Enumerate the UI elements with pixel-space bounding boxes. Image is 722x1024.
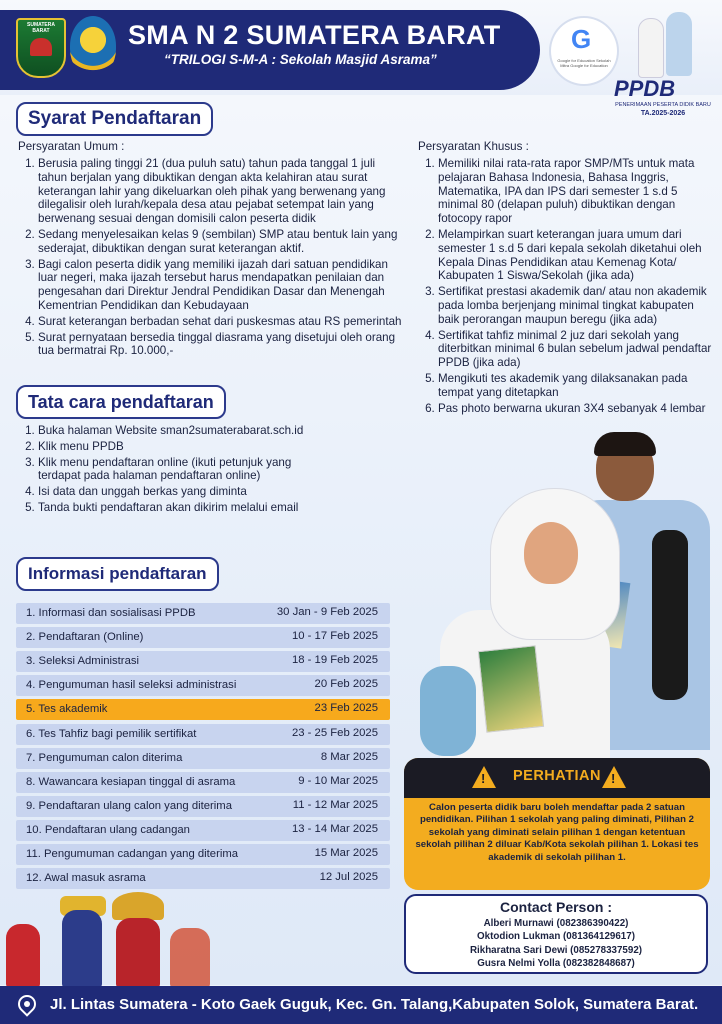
registration-step: 2. Klik menu PPDB xyxy=(38,440,318,454)
khusus-requirement: 3. Sertifikat prestasi akademik dan/ atau non akademik pada lomba berjenjang minimal tingkat kabupaten baik perorangan maupun beregu (jika ada) xyxy=(438,285,716,326)
schedule-label: 9. Pendaftaran ulang calon yang diterima xyxy=(26,799,232,812)
umum-requirement: 4. Surat keterangan berbadan sehat dari puskesmas atau RS pemerintah xyxy=(38,315,403,329)
umum-requirement: 3. Bagi calon peserta didik yang memiliki ijazah dari satuan pendidikan luar negeri, maka ijazah tersebut harus mendapatkan penilaian dan pengesahan dari Direktur Jendral Pendidikan Dasar dan Menengah Kementrian Pendidikan dan Kebudayaan xyxy=(38,258,403,313)
schedule-row xyxy=(16,772,390,793)
schedule-date: 15 Mar 2025 xyxy=(314,847,378,859)
contact-list xyxy=(406,917,706,971)
schedule-row xyxy=(16,603,390,624)
ppdb-student-boy xyxy=(666,12,692,76)
contact-person: Gusra Nelmi Yolla (082382848687) xyxy=(477,958,635,970)
registration-step: 1. Buka halaman Website sman2sumaterabarat.sch.id xyxy=(38,424,318,438)
google-badge-text: Google for Education Sekolah Mitra Google for Education xyxy=(557,58,611,68)
student-girl-face xyxy=(524,522,578,584)
schedule-row xyxy=(16,844,390,865)
umum-heading: Persyaratan Umum : xyxy=(18,140,125,153)
footer xyxy=(0,986,722,1024)
school-tagline: “TRILOGI S-M-A : Sekolah Masjid Asrama” xyxy=(164,52,437,67)
registration-step: 4. Isi data dan unggah berkas yang diminta xyxy=(38,485,318,499)
student-boy-hair xyxy=(594,432,656,456)
schedule-date: 23 - 25 Feb 2025 xyxy=(291,726,378,739)
student-girl-sleeve xyxy=(420,666,476,756)
umum-requirement: 1. Berusia paling tinggi 21 (dua puluh satu) tahun pada tanggal 1 juli tahun berjalan yang dibuktikan dengan akta kelahiran atau surat keterangan lahir yang dikeluarkan oleh pihak yang berwenang yang dilegalisir oleh lurah/kepala desa atau pejabat setempat lain yang berwenang sesuai dengan domisili calon peserta didik xyxy=(38,157,403,226)
tata-title: Tata cara pendaftaran xyxy=(16,385,226,419)
schedule-label: 2. Pendaftaran (Online) xyxy=(26,631,144,644)
schedule-date: 23 Feb 2025 xyxy=(314,702,378,715)
khusus-requirement: 2. Melampirkan suart keterangan juara umum dari semester 1 s.d 5 dari kepala sekolah diketahui oleh Kepala Dinas Pendidikan atau Kemenag Kota/ Kabupaten 1 Siswa/Sekolah (jika ada) xyxy=(438,228,716,283)
warning-icon: ! xyxy=(602,766,626,788)
schedule-row xyxy=(16,868,390,889)
khusus-requirement: 6. Pas photo berwarna ukuran 3X4 sebanyak 4 lembar xyxy=(438,402,716,416)
rumah-gadang-icon xyxy=(30,38,52,56)
schedule-date: 11 - 12 Mar 2025 xyxy=(292,798,378,811)
contact-person: Alberi Murnawi (082386390422) xyxy=(483,918,629,929)
khusus-requirement: 4. Sertifikat tahfiz minimal 2 juz dari sekolah yang diterbitkan minimal 6 bulan sebelum jadwal pendaftar PPDB (jika ada) xyxy=(438,329,716,370)
contact-person: Oktodion Lukman (081364129617) xyxy=(477,931,635,943)
ppdb-student-girl xyxy=(638,18,664,78)
khusus-requirement: 1. Memiliki nilai rata-rata rapor SMP/MTs untuk mata pelajaran Bahasa Indonesia, Bahasa Inggris, Matematika, IPA dan IPS dari semester 1 s.d 5 minimal 80 (delapan puluh) dibuktikan dengan fotocopy rapor xyxy=(438,157,716,226)
ppdb-subtitle: PENERIMAAN PESERTA DIDIK BARU xyxy=(615,102,711,108)
registration-step: 3. Klik menu pendaftaran online (ikuti petunjuk yang terdapat pada halaman pendaftaran online) xyxy=(38,456,318,484)
schedule-label: 1. Informasi dan sosialisasi PPDB xyxy=(26,607,196,619)
ppdb-students-image xyxy=(630,10,702,80)
umum-list xyxy=(18,157,403,360)
registration-step: 5. Tanda bukti pendaftaran akan dikirim melalui email xyxy=(38,501,318,515)
schedule-row xyxy=(16,651,390,672)
schedule-date: 8 Mar 2025 xyxy=(320,750,378,763)
perhatian-body: Calon peserta didik baru boleh mendaftar pada 2 satuan pendidikan. Pilihan 1 sekolah yang paling diminati, Pilihan 2 sekolah yang diminati selain pilihan 1 dengan ketentuan sekolah pilihan 2 diluar Kab/Kota sekolah pilihan 1. Lokasi tes akademik di sekolah pilihan 1. xyxy=(415,802,699,863)
contact-person: Rikharatna Sari Dewi (085278337592) xyxy=(469,944,643,956)
schedule-row xyxy=(16,699,390,720)
schedule-label: 11. Pengumuman cadangan yang diterima xyxy=(26,848,239,860)
contact-box xyxy=(404,894,708,974)
dancer xyxy=(6,924,40,988)
syarat-title: Syarat Pendaftaran xyxy=(16,102,213,136)
contact-title: Contact Person : xyxy=(499,899,612,915)
google-education-badge xyxy=(551,18,617,84)
schedule-label: 6. Tes Tahfiz bagi pemilik sertifikat xyxy=(26,727,197,740)
google-g-icon: G xyxy=(571,24,592,54)
province-logo xyxy=(16,18,66,78)
ppdb-year: TA.2025-2026 xyxy=(640,110,686,117)
schedule-row xyxy=(16,796,390,817)
schedule-label: 10. Pendaftaran ulang cadangan xyxy=(26,823,190,836)
schedule-row xyxy=(16,675,390,696)
umum-requirement: 2. Sedang menyelesaikan kelas 9 (sembilan) SMP atau bentuk lain yang sederajat, dibuktikan dengan surat keterangan aktif. xyxy=(38,228,403,256)
traditional-dancers-image xyxy=(0,888,240,988)
location-pin-icon xyxy=(14,991,39,1016)
students-photo xyxy=(420,430,722,760)
umum-requirement: 5. Surat pernyataan bersedia tinggal diasrama yang disetujui oleh orang tua bermatrai Rp. 10.000,- xyxy=(38,331,403,359)
dancer xyxy=(170,928,210,988)
dancer-headdress xyxy=(112,892,164,920)
schedule-date: 9 - 10 Mar 2025 xyxy=(298,774,378,787)
schedule-label: 7. Pengumuman calon diterima xyxy=(26,751,183,764)
province-logo-text: SUMATERA BARAT xyxy=(27,22,55,34)
dancer xyxy=(62,910,102,988)
schedule-date: 18 - 19 Feb 2025 xyxy=(291,654,378,667)
backpack xyxy=(652,530,688,700)
schedule-label: 8. Wawancara kesiapan tinggal di asrama xyxy=(26,775,236,788)
dancer xyxy=(116,918,160,988)
khusus-heading: Persyaratan Khusus : xyxy=(418,140,529,153)
school-logo xyxy=(70,16,116,76)
schedule-date: 13 - 14 Mar 2025 xyxy=(291,822,378,835)
book xyxy=(478,645,544,733)
khusus-requirement: 5. Mengikuti tes akademik yang dilaksanakan pada tempat yang ditetapkan xyxy=(438,372,716,400)
schedule-date: 20 Feb 2025 xyxy=(314,678,378,691)
tata-list xyxy=(18,424,318,517)
schedule-label: 5. Tes akademik xyxy=(26,703,108,716)
perhatian-box xyxy=(404,758,710,890)
footer-address: Jl. Lintas Sumatera - Koto Gaek Guguk, Kec. Gn. Talang,Kabupaten Solok, Sumatera Barat. xyxy=(50,996,699,1013)
perhatian-title: PERHATIAN xyxy=(512,768,601,784)
schedule-date: 30 Jan - 9 Feb 2025 xyxy=(276,606,378,618)
schedule-date: 10 - 17 Feb 2025 xyxy=(291,630,378,643)
ppdb-logo-text: PPDB xyxy=(614,76,676,101)
schedule-label: 4. Pengumuman hasil seleksi administrasi xyxy=(26,679,237,692)
info-title: Informasi pendaftaran xyxy=(16,557,219,591)
schedule-row xyxy=(16,724,390,745)
khusus-list xyxy=(418,157,716,417)
schedule-label: 12. Awal masuk asrama xyxy=(26,872,146,885)
schedule-row xyxy=(16,820,390,841)
schedule-row xyxy=(16,627,390,648)
schedule-row xyxy=(16,748,390,769)
schedule-label: 3. Seleksi Administrasi xyxy=(26,655,140,668)
school-title: SMA N 2 SUMATERA BARAT xyxy=(128,20,501,50)
schedule-date: 12 Jul 2025 xyxy=(319,871,378,884)
warning-icon: ! xyxy=(472,766,496,788)
